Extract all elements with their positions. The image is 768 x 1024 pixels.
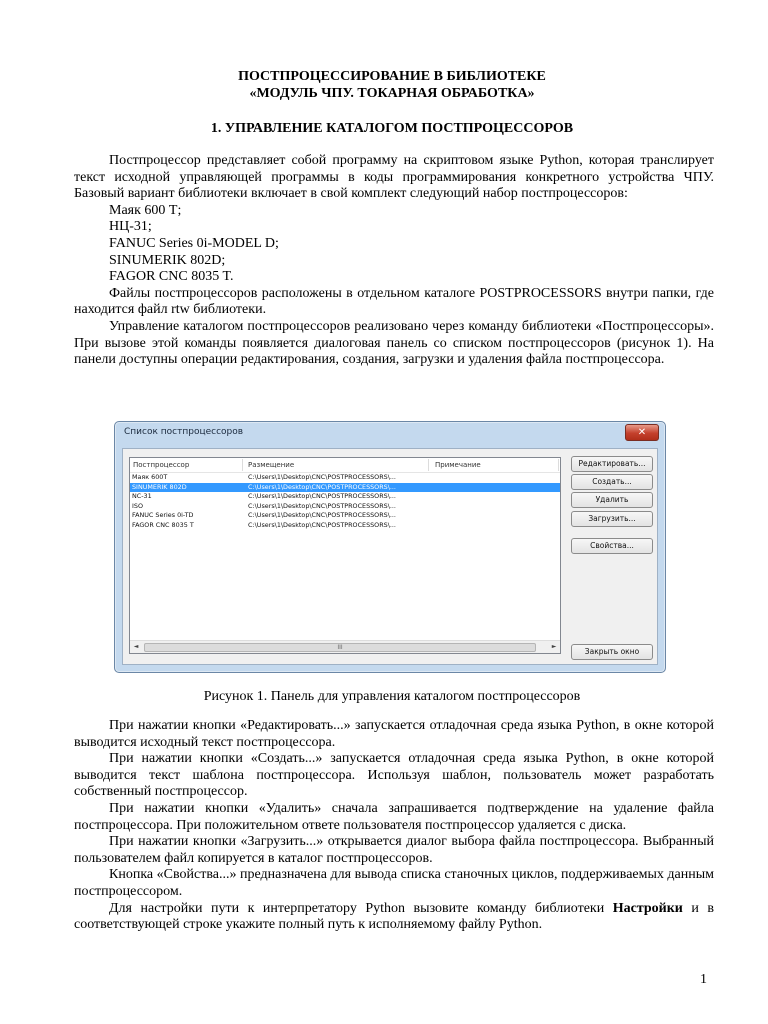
row-path: C:\Users\1\Desktop\CNC\POSTPROCESSORS\...: [248, 520, 396, 529]
row-name: FANUC Series 0i-TD: [132, 511, 194, 520]
row-name: NC-31: [132, 492, 152, 501]
delete-description: При нажатии кнопки «Удалить» сначала запрашивается подтверждение на удаление файла постпроцессора. При положительном ответе пользователя постпроцессор удаляется с диска.: [74, 800, 714, 833]
list-item: SINUMERIK 802D;: [109, 252, 226, 268]
scroll-thumb[interactable]: III: [144, 643, 536, 652]
settings-text-after: и в соответствующей строке укажите полный путь к исполняемому файлу Python.: [74, 900, 714, 933]
edit-description: При нажатии кнопки «Редактировать...» запускается отладочная среда языка Python, в окне которой выводится исходный текст постпроцессора.: [74, 718, 714, 750]
properties-description: Кнопка «Свойства...» предназначена для вывода списка станочных циклов, поддерживаемых данным постпроцессором.: [74, 867, 714, 899]
listview-header: [130, 458, 560, 473]
table-row-selected[interactable]: [130, 483, 560, 493]
management-paragraph: Управление каталогом постпроцессоров реализовано через команду библиотеки «Постпроцессоры». При вызове этой команды появляется диалоговая панель со списком постпроцессоров (рисунок 1). На панели доступны операции редактирования, создания, загрузки и удаления файла постпроцессора.: [74, 318, 714, 368]
load-description: При нажатии кнопки «Загрузить...» открывается диалог выбора файла постпроцессора. Выбранный пользователем файл копируется в каталог постпроцессоров.: [74, 834, 714, 866]
location-paragraph: Файлы постпроцессоров расположены в отдельном каталоге POSTPROCESSORS внутри папки, где находится файл rtw библиотеки.: [74, 285, 714, 318]
list-item: Маяк 600 Т;: [109, 202, 182, 218]
table-row[interactable]: [130, 502, 560, 512]
row-path: C:\Users\1\Desktop\CNC\POSTPROCESSORS\...: [248, 482, 396, 491]
title-line-1: ПОСТПРОЦЕССИРОВАНИЕ В БИБЛИОТЕКЕ: [238, 69, 546, 84]
list-item: FAGOR CNC 8035 T.: [109, 269, 234, 285]
postprocessor-list-dialog: [114, 421, 666, 673]
settings-paragraph: [74, 901, 714, 934]
column-header-note[interactable]: Примечание: [435, 461, 481, 469]
row-path: C:\Users\1\Desktop\CNC\POSTPROCESSORS\...: [248, 473, 396, 481]
table-row[interactable]: [130, 473, 560, 483]
scroll-left-icon[interactable]: ◄: [133, 643, 139, 650]
column-header-location[interactable]: Размещение: [248, 461, 295, 469]
dialog-client-area: [122, 448, 658, 665]
table-row[interactable]: [130, 492, 560, 502]
create-button[interactable]: Создать...: [571, 474, 653, 490]
settings-command: Настройки: [612, 900, 683, 916]
row-name: ISO: [132, 501, 143, 510]
intro-paragraph: Постпроцессор представляет собой программу на скриптовом языке Python, которая транслирует текст исходной управляющей программы в коды программирования конкретного устройства ЧПУ. Базовый вариант библиотеки включает в свой комплект следующий набор постпроцессоров:: [74, 153, 714, 202]
row-name: FAGOR CNC 8035 T: [132, 520, 194, 529]
close-icon[interactable]: ✕: [625, 424, 659, 441]
postprocessor-listview[interactable]: [129, 457, 561, 654]
title-line-2: «МОДУЛЬ ЧПУ. ТОКАРНАЯ ОБРАБОТКА»: [249, 86, 535, 101]
row-path: C:\Users\1\Desktop\CNC\POSTPROCESSORS\...: [248, 501, 396, 510]
column-separator: [558, 459, 559, 471]
column-header-postprocessor[interactable]: Постпроцессор: [133, 461, 190, 469]
figure-caption: Рисунок 1. Панель для управления каталогом постпроцессоров: [203, 689, 581, 704]
table-row[interactable]: [130, 511, 560, 521]
list-item: FANUC Series 0i-MODEL D;: [109, 235, 279, 251]
delete-button[interactable]: Удалить: [571, 492, 653, 508]
list-item: НЦ-31;: [109, 219, 152, 235]
dialog-title: Список постпроцессоров: [124, 427, 244, 437]
table-row[interactable]: [130, 521, 560, 531]
row-path: C:\Users\1\Desktop\CNC\POSTPROCESSORS\...: [248, 511, 396, 520]
section-heading: 1. УПРАВЛЕНИЕ КАТАЛОГОМ ПОСТПРОЦЕССОРОВ: [210, 121, 574, 136]
load-button[interactable]: Загрузить...: [571, 511, 653, 527]
row-path: C:\Users\1\Desktop\CNC\POSTPROCESSORS\...: [248, 492, 396, 501]
edit-button[interactable]: Редактировать...: [571, 456, 653, 472]
column-separator: [242, 459, 243, 471]
buttons-description-block: [74, 718, 714, 934]
settings-text-before: Для настройки пути к интерпретатору Python вызовите команду библиотеки: [109, 900, 613, 916]
postprocessor-list: [74, 203, 714, 286]
intro-text-block: [74, 153, 714, 369]
properties-button[interactable]: Свойства...: [571, 538, 653, 554]
close-window-button[interactable]: Закрыть окно: [571, 644, 653, 660]
row-name: Маяк 600Т: [132, 473, 168, 481]
page-number: 1: [700, 972, 707, 987]
dialog-titlebar: [115, 422, 665, 444]
scroll-right-icon[interactable]: ►: [551, 643, 557, 650]
row-name: SINUMERIK 802D: [132, 482, 187, 491]
create-description: При нажатии кнопки «Создать...» запускается отладочная среда языка Python, в окне которой выводится текст шаблона постпроцессора. Используя шаблон, пользователь может разработать собственный постпроцессор.: [74, 751, 714, 800]
column-separator: [428, 459, 429, 471]
document-title: [60, 68, 724, 102]
horizontal-scrollbar[interactable]: [130, 640, 560, 653]
